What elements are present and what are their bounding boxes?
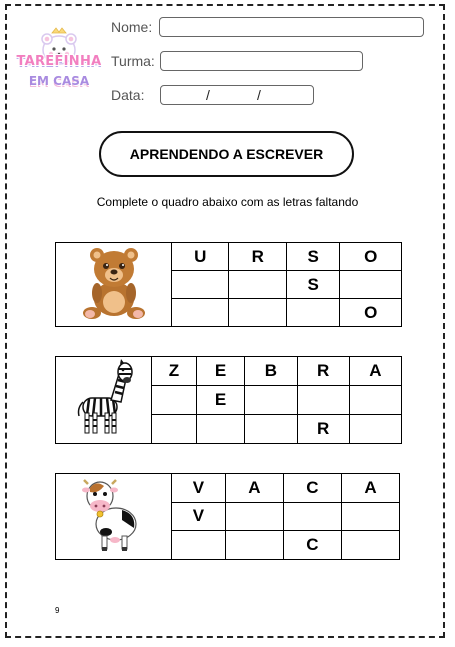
letter-cell[interactable] xyxy=(225,531,283,560)
date-field[interactable] xyxy=(160,85,314,105)
letter-cell[interactable]: B xyxy=(245,357,297,386)
letter-cell[interactable] xyxy=(349,386,401,415)
date-separator: / xyxy=(206,87,210,103)
letter-cell[interactable]: S xyxy=(286,243,339,271)
letter-cell[interactable] xyxy=(341,531,399,560)
date-label: Data: xyxy=(111,87,145,103)
letter-cell[interactable] xyxy=(225,502,283,531)
cow-icon xyxy=(82,474,146,554)
letter-cell[interactable]: V xyxy=(172,474,226,503)
letter-cell[interactable] xyxy=(172,299,229,327)
name-label: Nome: xyxy=(111,19,153,35)
letter-cell[interactable] xyxy=(229,299,286,327)
animal-picture-cell xyxy=(56,243,172,327)
word-grid-cow xyxy=(55,473,400,560)
letter-cell[interactable] xyxy=(172,531,226,560)
letter-cell[interactable] xyxy=(286,299,339,327)
animal-picture-cell xyxy=(56,474,172,560)
letter-cell[interactable] xyxy=(245,415,297,444)
word-grid-zebra xyxy=(55,356,402,444)
letter-cell[interactable]: R xyxy=(297,357,349,386)
letter-cell[interactable] xyxy=(349,415,401,444)
letter-cell[interactable]: C xyxy=(283,531,341,560)
bear-icon xyxy=(79,243,149,321)
letter-cell[interactable]: R xyxy=(229,243,286,271)
letter-cell[interactable] xyxy=(340,271,402,299)
letter-cell[interactable] xyxy=(245,386,297,415)
letter-cell[interactable] xyxy=(152,386,197,415)
letter-cell[interactable]: A xyxy=(349,357,401,386)
letter-cell[interactable] xyxy=(196,415,245,444)
letter-cell[interactable] xyxy=(229,271,286,299)
letter-cell[interactable]: C xyxy=(283,474,341,503)
letter-cell[interactable] xyxy=(297,386,349,415)
letter-cell[interactable] xyxy=(172,271,229,299)
name-field[interactable] xyxy=(159,17,424,37)
letter-cell[interactable]: O xyxy=(340,243,402,271)
class-label: Turma: xyxy=(111,53,155,69)
page-number: 9 xyxy=(55,606,60,615)
logo-sub-text: EM CASA xyxy=(28,74,90,88)
worksheet-title xyxy=(99,131,354,177)
letter-cell[interactable]: U xyxy=(172,243,229,271)
zebra-icon xyxy=(71,358,137,438)
letter-cell[interactable]: V xyxy=(172,502,226,531)
letter-cell[interactable] xyxy=(152,415,197,444)
animal-picture-cell xyxy=(56,357,152,444)
logo-brand-text: TAREFINHA xyxy=(16,54,102,69)
word-grid-bear xyxy=(55,242,402,327)
letter-cell[interactable]: Z xyxy=(152,357,197,386)
letter-cell[interactable]: R xyxy=(297,415,349,444)
letter-cell[interactable]: E xyxy=(196,386,245,415)
letter-cell[interactable] xyxy=(283,502,341,531)
letter-cell[interactable]: A xyxy=(225,474,283,503)
letter-cell[interactable]: A xyxy=(341,474,399,503)
instruction-text: Complete o quadro abaixo com as letras faltando xyxy=(96,195,359,209)
class-field[interactable] xyxy=(160,51,363,71)
letter-cell[interactable] xyxy=(341,502,399,531)
letter-cell[interactable]: S xyxy=(286,271,339,299)
letter-cell[interactable]: E xyxy=(196,357,245,386)
worksheet-title-text: APRENDENDO A ESCREVER xyxy=(129,146,324,162)
date-separator: / xyxy=(257,87,261,103)
letter-cell[interactable]: O xyxy=(340,299,402,327)
